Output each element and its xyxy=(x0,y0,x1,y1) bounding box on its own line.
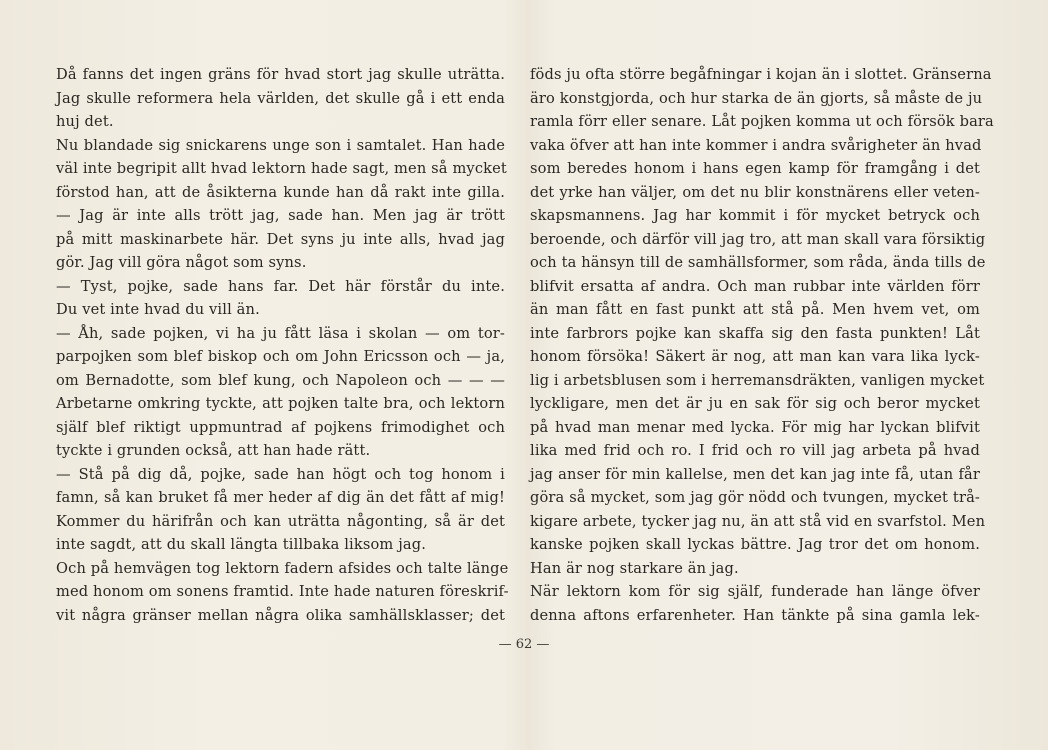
text-line: tyckte i grunden också, att han hade rätt. xyxy=(56,442,371,459)
text-line: kanske pojken skall lyckas bättre. Jag tror det om honom. xyxy=(530,536,980,553)
text-line: inte sagdt, att du skall längta tillbaka liksom jag. xyxy=(56,536,427,553)
text-line: själf blef riktigt uppmuntrad af pojkens frimodighet och xyxy=(56,418,505,436)
text-line: — Jag är inte alls trött jag, sade han. Men jag är trött xyxy=(56,207,505,224)
text-line: gör. Jag vill göra något som syns. xyxy=(56,254,307,271)
text-line: — Stå på dig då, pojke, sade han högt och tog honom i xyxy=(56,465,505,483)
text-line: jag anser för min kallelse, men det kan jag inte få, utan får xyxy=(530,465,980,483)
text-line: Jag skulle reformera hela världen, det skulle gå i ett enda xyxy=(56,89,505,107)
text-line: på hvad man menar med lycka. För mig har lyckan blifvit xyxy=(530,418,980,436)
text-line: denna aftons erfarenheter. Han tänkte på sina gamla lek- xyxy=(530,606,980,624)
text-line: Han är nog starkare än jag. xyxy=(530,559,739,577)
text-line: Nu blandade sig snickarens unge son i samtalet. Han hade xyxy=(56,136,505,154)
text-line: om Bernadotte, som blef kung, och Napoleon och — — — xyxy=(56,371,505,389)
text-line: lyckligare, men det är ju en sak för sig och beror mycket xyxy=(530,395,980,412)
text-line: kigare arbete, tycker jag nu, än att stå vid en svarfstol. Men xyxy=(530,512,986,530)
text-line: Arbetarne omkring tyckte, att pojken talte bra, och lektorn xyxy=(56,395,505,412)
text-line: beroende, och därför vill jag tro, att man skall vara försiktig xyxy=(530,230,986,248)
text-line: som beredes honom i hans egen kamp för framgång i det xyxy=(530,160,980,177)
text-line: ramla förr eller senare. Låt pojken komma ut och försök bara xyxy=(530,113,994,130)
text-line: lika med frid och ro. I frid och ro vill jag arbeta på hvad xyxy=(530,442,980,459)
text-line: huj det. xyxy=(56,113,114,130)
page-number: — 62 — xyxy=(498,637,550,652)
text-line: det yrke han väljer, om det nu blir konstnärens eller veten- xyxy=(530,183,980,201)
text-line: När lektorn kom för sig själf, funderade han länge öfver xyxy=(530,583,980,600)
text-line: göra så mycket, som jag gör nödd och tvungen, mycket trå- xyxy=(530,489,980,506)
text-line: inte farbrors pojke kan skaffa sig den fasta punkten! Låt xyxy=(530,324,980,342)
text-line: på mitt maskinarbete här. Det syns ju inte alls, hvad jag xyxy=(56,230,505,248)
text-line: honom försöka! Säkert är nog, att man kan vara lika lyck- xyxy=(530,348,980,365)
right-text-column xyxy=(530,63,994,627)
text-line: — Åh, sade pojken, vi ha ju fått läsa i skolan — om tor- xyxy=(56,324,505,342)
text-line: skapsmannens. Jag har kommit i för mycket betryck och xyxy=(530,207,980,224)
text-line: föds ju ofta större begåfningar i kojan än i slottet. Gränserna xyxy=(530,66,992,83)
text-line: vit några gränser mellan några olika samhällsklasser; det xyxy=(56,606,505,624)
text-line: famn, så kan bruket få mer heder af dig än det fått af mig! xyxy=(56,489,505,506)
text-line: än man fått en fast punkt att stå på. Men hvem vet, om xyxy=(530,301,980,318)
text-line: lig i arbetsblusen som i herremansdräkten, vanligen mycket xyxy=(530,371,985,389)
text-line: och ta hänsyn till de samhällsformer, som råda, ända tills de xyxy=(530,254,986,271)
text-line: Och på hemvägen tog lektorn fadern afsides och talte länge xyxy=(56,559,509,577)
text-line: äro konstgjorda, och hur starka de än gjorts, så måste de ju xyxy=(530,89,983,107)
text-line: med honom om sonens framtid. Inte hade naturen föreskrif- xyxy=(56,583,509,600)
left-text-column xyxy=(56,63,509,627)
text-line: förstod han, att de åsikterna kunde han då rakt inte gilla. xyxy=(56,183,505,201)
text-line: — Tyst, pojke, sade hans far. Det här förstår du inte. xyxy=(56,277,505,295)
text-line: Kommer du härifrån och kan uträtta någonting, så är det xyxy=(56,512,505,530)
text-line: parpojken som blef biskop och om John Ericsson och — ja, xyxy=(56,348,505,365)
text-line: Då fanns det ingen gräns för hvad stort jag skulle uträtta. xyxy=(56,66,505,83)
text-line: blifvit ersatta af andra. Och man rubbar inte världen förr xyxy=(530,277,980,295)
text-line: vaka öfver att han inte kommer i andra svårigheter än hvad xyxy=(530,136,982,154)
text-line: väl inte begripit allt hvad lektorn hade sagt, men så mycket xyxy=(56,160,507,177)
text-line: Du vet inte hvad du vill än. xyxy=(56,301,260,318)
